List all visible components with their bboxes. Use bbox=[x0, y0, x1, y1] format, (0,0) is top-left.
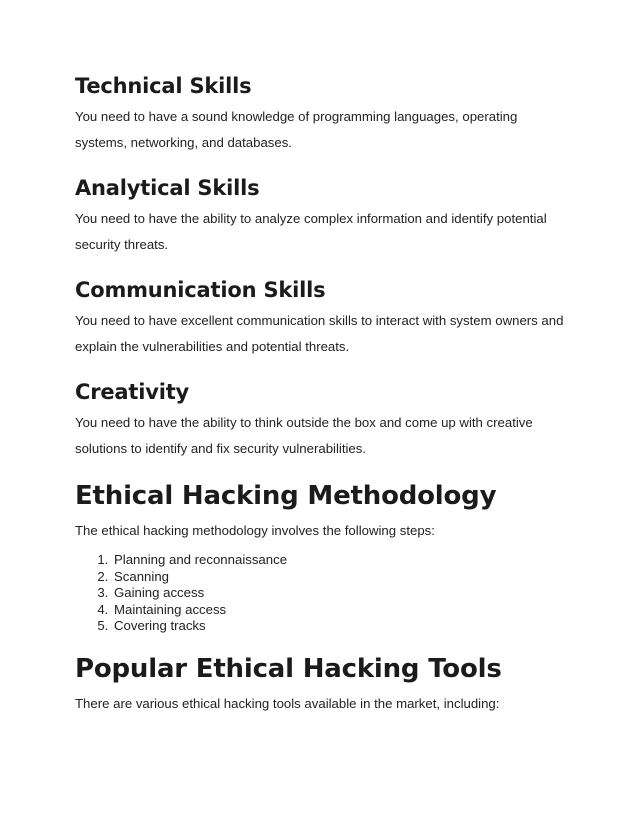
section-heading-creativity: Creativity bbox=[75, 380, 190, 404]
section-text-analytical-skills: You need to have the ability to analyze complex information and identify potential security threats. bbox=[75, 211, 547, 252]
list-item: 2. Scanning bbox=[112, 569, 578, 586]
tools-intro: There are various ethical hacking tools available in the market, including: bbox=[75, 695, 500, 711]
section-text-technical-skills: You need to have a sound knowledge of programming languages, operating systems, networking, and databases. bbox=[75, 109, 518, 150]
methodology-steps-list bbox=[75, 552, 578, 635]
list-item: 5. Covering tracks bbox=[112, 618, 578, 635]
section-heading-technical-skills: Technical Skills bbox=[75, 74, 252, 98]
section-text-creativity: You need to have the ability to think outside the box and come up with creative solutions to identify and fix security vulnerabilities. bbox=[75, 415, 533, 456]
section-text-communication-skills: You need to have excellent communication skills to interact with system owners and explain the vulnerabilities and potential threats. bbox=[75, 313, 564, 354]
section-heading-analytical-skills: Analytical Skills bbox=[75, 176, 260, 200]
list-item: 1. Planning and reconnaissance bbox=[112, 552, 578, 569]
list-item: 4. Maintaining access bbox=[112, 602, 578, 619]
tools-heading: Popular Ethical Hacking Tools bbox=[75, 653, 502, 684]
methodology-heading: Ethical Hacking Methodology bbox=[75, 481, 497, 511]
list-item: 3. Gaining access bbox=[112, 585, 578, 602]
section-heading-communication-skills: Communication Skills bbox=[75, 278, 326, 302]
methodology-intro: The ethical hacking methodology involves the following steps: bbox=[75, 523, 435, 538]
